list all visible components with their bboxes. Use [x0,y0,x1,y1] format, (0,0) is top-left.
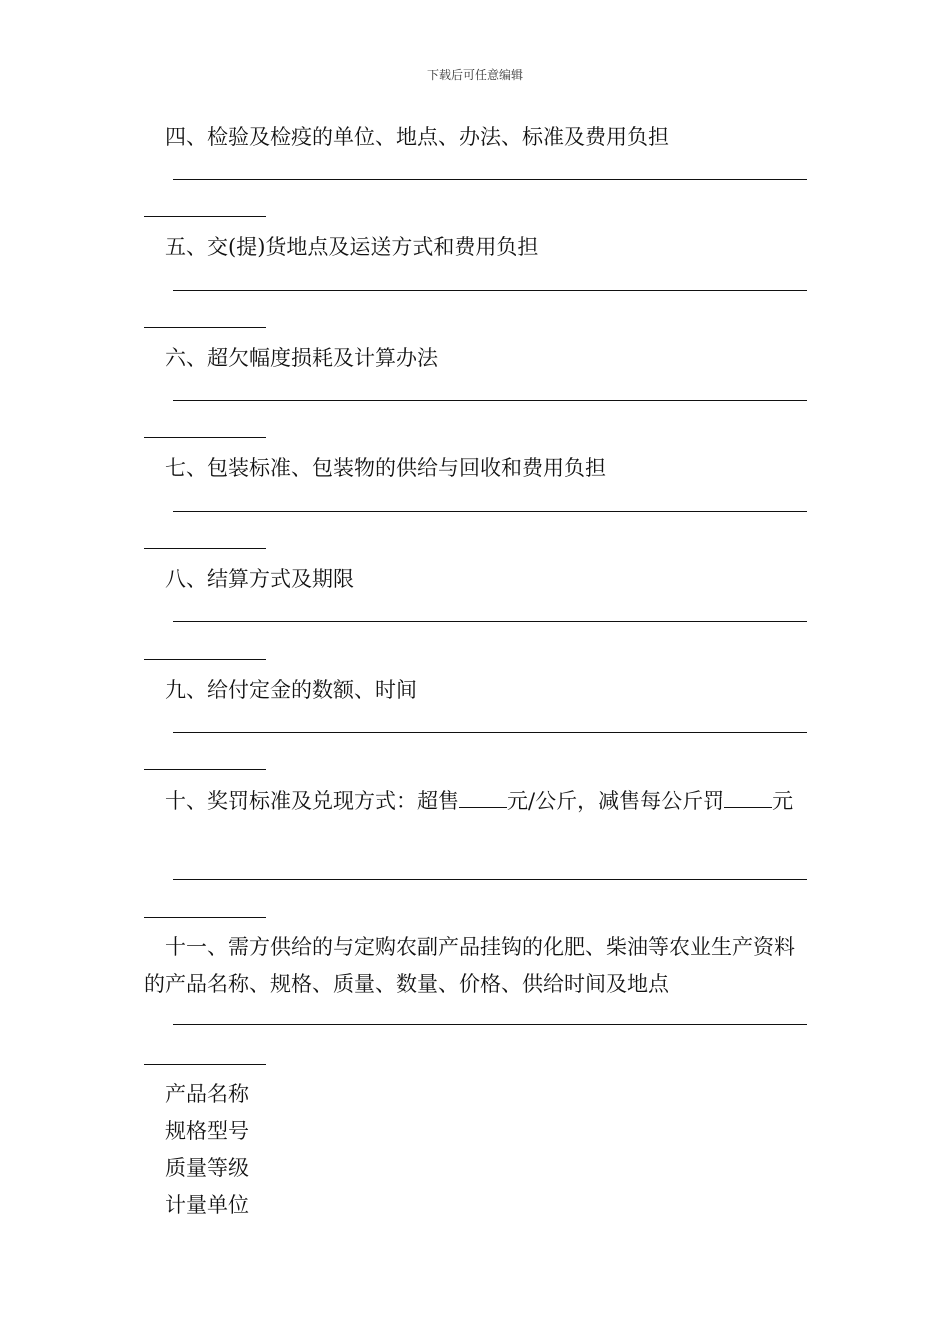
fill-line-continued [144,216,266,217]
item-spec-model: 规格型号 [165,1119,249,1143]
section-10-text-a: 十、奖罚标准及兑现方式：超售 [165,789,459,813]
fill-line-continued [144,437,266,438]
section-7-heading: 七、包装标准、包装物的供给与回收和费用负担 [165,456,606,480]
fill-line [173,621,807,622]
page-header: 下载后可任意编辑 [426,68,523,82]
fill-line-continued [144,917,266,918]
fill-line-continued [144,327,266,328]
fill-line-continued [144,548,266,549]
item-product-name: 产品名称 [165,1082,249,1106]
fill-line-continued [144,769,266,770]
section-6-heading: 六、超欠幅度损耗及计算办法 [165,346,438,370]
section-11-paragraph: 十一、需方供给的与定购农副产品挂钩的化肥、柴油等农业生产资料的产品名称、规格、质量、数量、价格、供给时间及地点 [144,935,795,996]
fill-line [173,179,807,180]
section-9-heading: 九、给付定金的数额、时间 [165,678,417,702]
section-10-text-c: 元 [772,789,794,813]
item-quality-grade: 质量等级 [165,1156,249,1180]
section-10-paragraph [144,783,810,820]
section-5-heading: 五、交(提)货地点及运送方式和费用负担 [165,235,539,259]
fill-line [173,290,807,291]
blank-field [724,789,772,808]
fill-line-continued [144,1064,266,1065]
fill-line [173,732,807,733]
blank-field [459,789,507,808]
item-unit-of-measure: 计量单位 [165,1193,249,1217]
fill-line [173,511,807,512]
section-10-text-b: 元/公斤，减售每公斤罚 [507,789,725,813]
fill-line [173,400,807,401]
section-8-heading: 八、结算方式及期限 [165,567,354,591]
fill-line-continued [144,659,266,660]
fill-line [173,1024,807,1025]
fill-line [173,879,807,880]
section-4-heading: 四、检验及检疫的单位、地点、办法、标准及费用负担 [165,125,669,149]
